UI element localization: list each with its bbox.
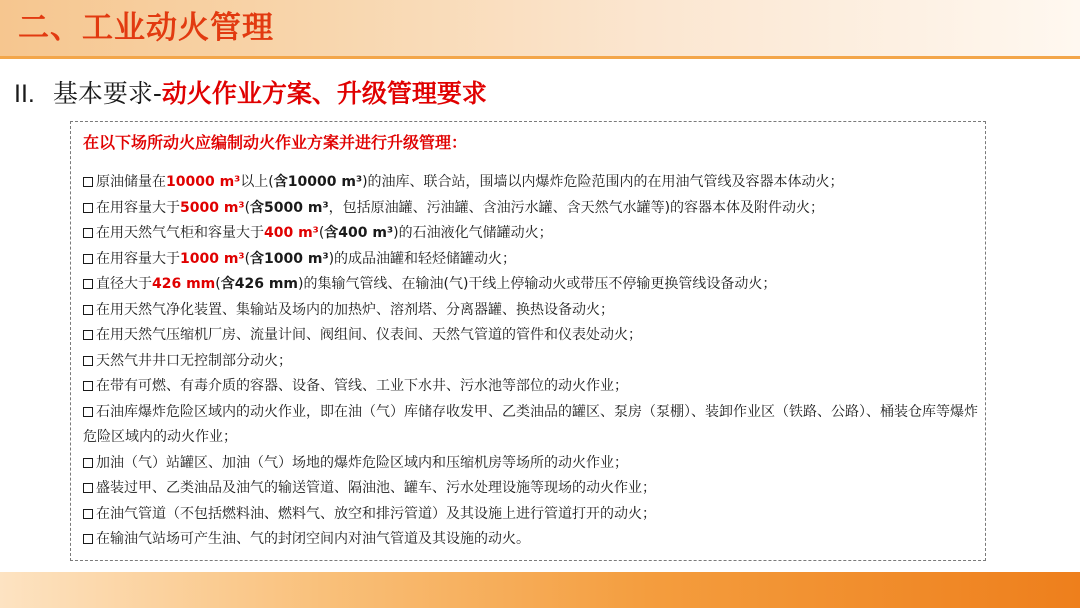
bold-value: 含400 m³ <box>324 225 394 241</box>
checkbox-square-icon <box>83 279 93 289</box>
item-text: ，包括原油罐、污油罐、含油污水罐、含天然气水罐等)的容器本体及附件动火； <box>328 199 825 216</box>
header-bar <box>0 0 1080 59</box>
checkbox-square-icon <box>83 305 93 315</box>
subtitle-prefix: 基本要求- <box>52 79 162 108</box>
item-text: 直径大于 <box>96 276 152 292</box>
subtitle-highlight: 动火作业方案、升级管理要求 <box>161 79 487 108</box>
list-item <box>83 196 979 222</box>
list-item <box>83 272 979 298</box>
item-text: 在带有可燃、有毒介质的容器、设备、管线、工业下水井、污水池等部位的动火作业； <box>96 378 628 394</box>
checkbox-square-icon <box>83 228 93 238</box>
list-item <box>83 374 979 400</box>
highlight-value: 426 mm <box>152 276 216 292</box>
list-item <box>83 476 979 502</box>
item-text: )的成品油罐和轻烃储罐动火； <box>328 250 517 267</box>
requirements-list <box>83 170 979 553</box>
requirements-title: 在以下场所动火应编制动火作业方案并进行升级管理： <box>83 133 468 152</box>
checkbox-square-icon <box>83 407 93 417</box>
list-item <box>83 502 979 528</box>
list-item <box>83 221 979 247</box>
item-text: )的石油液化气储罐动火； <box>393 225 553 241</box>
item-text: ( <box>244 199 251 216</box>
list-item <box>83 247 979 273</box>
list-item <box>83 170 979 196</box>
list-item <box>83 349 979 375</box>
footer-bar <box>0 572 1080 608</box>
highlight-value: 400 m³ <box>264 225 319 241</box>
checkbox-square-icon <box>83 177 93 187</box>
item-text: 盛装过甲、乙类油品及油气的输送管道、隔油池、罐车、污水处理设施等现场的动火作业； <box>96 480 656 496</box>
checkbox-square-icon <box>83 458 93 468</box>
list-item <box>83 400 979 451</box>
item-text: 在油气管道（不包括燃料油、燃料气、放空和排污管道）及其设施上进行管道打开的动火； <box>96 505 656 522</box>
item-text: 在用天然气净化装置、集输站及场内的加热炉、溶剂塔、分离器罐、换热设备动火； <box>96 301 614 318</box>
checkbox-square-icon <box>83 356 93 366</box>
list-item <box>83 298 979 324</box>
requirements-box <box>70 121 986 561</box>
bold-value: 含10000 m³ <box>273 174 363 190</box>
item-text: 天然气井井口无控制部分动火； <box>96 352 292 369</box>
list-item <box>83 323 979 349</box>
item-text: 加油（气）站罐区、加油（气）场地的爆炸危险区域内和压缩机房等场所的动火作业； <box>96 454 628 471</box>
page-title: 二、工业动火管理 <box>18 10 274 46</box>
highlight-value: 5000 m³ <box>180 199 245 216</box>
item-text: ( <box>244 250 251 267</box>
item-text: 以上( <box>240 174 274 190</box>
item-text: 在用天然气压缩机厂房、流量计间、阀组间、仪表间、天然气管道的管件和仪表处动火； <box>96 327 642 343</box>
item-text: 在用容量大于 <box>96 199 180 216</box>
list-item <box>83 527 979 553</box>
highlight-value: 10000 m³ <box>166 174 241 190</box>
item-text: )的集输气管线、在输油(气)干线上停输动火或带压不停输更换管线设备动火； <box>298 276 777 292</box>
checkbox-square-icon <box>83 381 93 391</box>
item-text: 在用天然气气柜和容量大于 <box>96 225 264 241</box>
section-number: II. <box>14 80 35 108</box>
checkbox-square-icon <box>83 330 93 340</box>
bold-value: 含426 mm <box>220 276 299 292</box>
item-text: 在输油气站场可产生油、气的封闭空间内对油气管道及其设施的动火。 <box>96 531 530 547</box>
item-text: 在用容量大于 <box>96 250 180 267</box>
bold-value: 含1000 m³ <box>250 250 329 267</box>
checkbox-square-icon <box>83 254 93 264</box>
item-text: ( <box>215 276 221 292</box>
highlight-value: 1000 m³ <box>180 250 245 267</box>
checkbox-square-icon <box>83 509 93 519</box>
item-text: )的油库、联合站，围墙以内爆炸危险范围内的在用油气管线及容器本体动火； <box>362 174 844 190</box>
section-subtitle <box>14 74 487 114</box>
list-item <box>83 451 979 477</box>
bold-value: 含5000 m³ <box>250 199 329 216</box>
item-text: 原油储量在 <box>96 174 166 190</box>
checkbox-square-icon <box>83 534 93 544</box>
checkbox-square-icon <box>83 483 93 493</box>
item-text: 石油库爆炸危险区域内的动火作业，即在油（气）库储存收发甲、乙类油品的罐区、泵房（泵棚）、装卸作业区（铁路、公路）、桶装仓库等爆炸危险区域内的动火作业； <box>83 403 978 445</box>
checkbox-square-icon <box>83 203 93 213</box>
item-text: ( <box>318 225 325 241</box>
